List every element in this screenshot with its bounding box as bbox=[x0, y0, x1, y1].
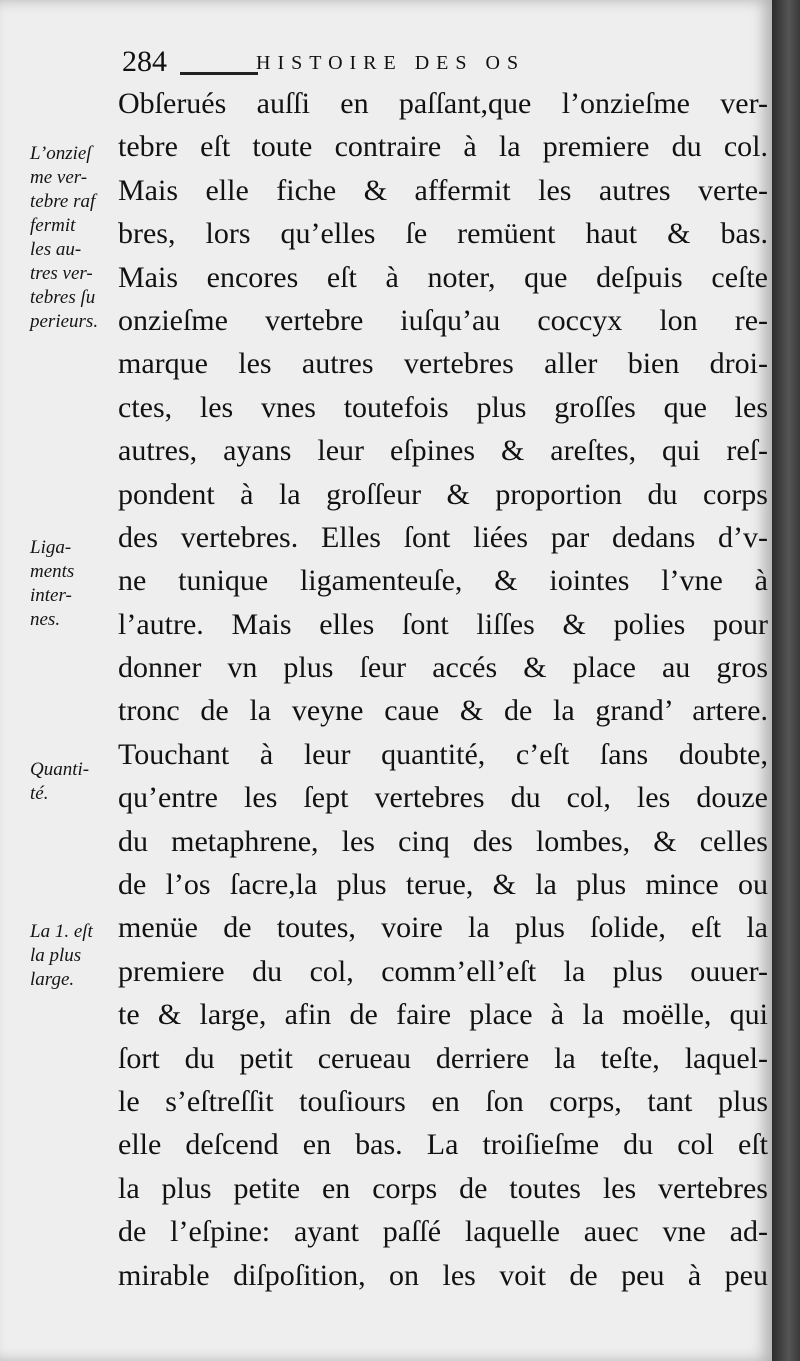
text-line: mirable diſpoſition, on les voit de peu à peu bbox=[118, 1258, 768, 1292]
margin-note-line: perieurs. bbox=[30, 311, 99, 332]
margin-note-line: fermit bbox=[30, 215, 76, 236]
margin-note-ligaments bbox=[30, 536, 126, 632]
text-line: Obſerués auſſi en paſſant,que l’onzieſme ver- bbox=[118, 87, 768, 120]
text-line: qu’entre les ſept vertebres du col, les douze bbox=[118, 781, 768, 815]
text-line: onzieſme vertebre iuſqu’au coccyx lon re- bbox=[118, 303, 768, 337]
text-line: le s’eſtreſſit touſiours en ſon corps, tant plus bbox=[118, 1084, 768, 1118]
text-line: du metaphrene, les cinq des lombes, & celles bbox=[118, 824, 768, 858]
margin-notes bbox=[0, 0, 124, 1361]
text-line: premiere du col, comm’ell’eſt la plus ouuer- bbox=[118, 954, 768, 988]
margin-note-line: ments bbox=[30, 561, 75, 582]
margin-note-line: tebre raf bbox=[30, 191, 96, 212]
text-line: elle deſcend en bas. La troiſieſme du col eſt bbox=[118, 1128, 768, 1162]
margin-note-line: me ver- bbox=[30, 167, 88, 188]
margin-note-line: Quanti- bbox=[30, 759, 90, 780]
margin-note-line: tebres ſu bbox=[30, 287, 96, 308]
text-line: de l’eſpine: ayant paſſé laquelle auec vne ad- bbox=[118, 1215, 768, 1249]
page-edge-shadow bbox=[772, 0, 800, 1361]
running-title: HISTOIRE DES OS bbox=[256, 52, 526, 74]
text-line: Touchant à leur quantité, c’eſt ſans doubte, bbox=[118, 737, 768, 771]
text-line: te & large, afin de faire place à la moëlle, qui bbox=[118, 998, 768, 1032]
margin-note-line: Liga- bbox=[30, 537, 72, 558]
page-header bbox=[118, 42, 758, 82]
margin-note-onzieme bbox=[30, 142, 126, 334]
page-number: 284 bbox=[122, 45, 167, 78]
text-line: la plus petite en corps de toutes les vertebres bbox=[118, 1171, 768, 1205]
text-line: tronc de la veyne caue & de la grand’ artere. bbox=[118, 694, 768, 728]
margin-note-line: large. bbox=[30, 969, 75, 990]
margin-note-line: les au- bbox=[30, 239, 82, 260]
margin-note-line: tres ver- bbox=[30, 263, 93, 284]
body-text bbox=[118, 82, 768, 1297]
text-line: donner vn plus ſeur accés & place au gros bbox=[118, 651, 768, 685]
margin-note-premiere bbox=[30, 920, 126, 992]
margin-note-line: la plus bbox=[30, 945, 82, 966]
margin-note-line: La 1. eſt bbox=[30, 921, 93, 942]
margin-note-quantite bbox=[30, 758, 126, 806]
text-line: pondent à la groſſeur & proportion du corps bbox=[118, 477, 768, 511]
text-line: Mais encores eſt à noter, que deſpuis ceſte bbox=[118, 260, 768, 294]
text-line: marque les autres vertebres aller bien droi- bbox=[118, 347, 768, 381]
text-line: bres, lors qu’elles ſe remüent haut & bas. bbox=[118, 217, 768, 251]
text-line: l’autre. Mais elles ſont liſſes & polies pour bbox=[118, 607, 768, 641]
text-line: tebre eſt toute contraire à la premiere du col. bbox=[118, 130, 768, 164]
text-line: ne tunique ligamenteuſe, & iointes l’vne à bbox=[118, 564, 768, 598]
margin-note-line: nes. bbox=[30, 609, 61, 630]
text-line: de l’os ſacre,la plus terue, & la plus mince ou bbox=[118, 868, 768, 902]
header-rule bbox=[180, 72, 258, 75]
text-line: ſort du petit cerueau derriere la teſte, laquel- bbox=[118, 1041, 768, 1075]
text-line: ctes, les vnes toutefois plus groſſes que les bbox=[118, 390, 768, 424]
text-line: menüe de toutes, voire la plus ſolide, eſt la bbox=[118, 911, 768, 945]
text-line: autres, ayans leur eſpines & areſtes, qui reſ- bbox=[118, 434, 768, 468]
text-line: Mais elle fiche & affermit les autres verte- bbox=[118, 173, 768, 207]
margin-note-line: té. bbox=[30, 783, 49, 804]
text-line: des vertebres. Elles ſont liées par dedans d’v- bbox=[118, 520, 768, 554]
margin-note-line: inter- bbox=[30, 585, 72, 606]
margin-note-line: L’onzieſ bbox=[30, 143, 92, 164]
